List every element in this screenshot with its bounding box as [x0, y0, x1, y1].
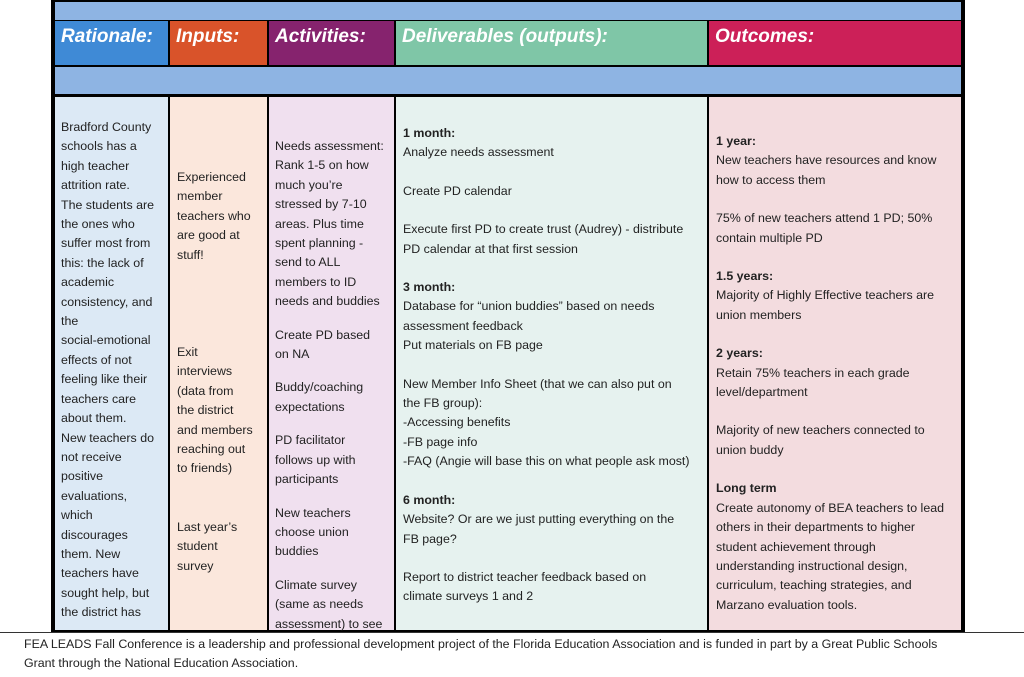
input-line: student: [177, 539, 218, 554]
input-line: member: [177, 189, 223, 204]
deliverable-text: -FAQ (Angie will base this on what people ask most): [403, 454, 690, 469]
rationale-line: effects of not: [61, 352, 132, 367]
rationale-line: consistency, and: [61, 294, 153, 309]
deliverable-text: New Member Info Sheet (that we can also put on: [403, 376, 672, 391]
input-line: teachers who: [177, 208, 251, 223]
activity-pd-facilitator: [275, 431, 394, 489]
outcome-line: student achievement through: [716, 539, 876, 554]
activity-line: areas. Plus time: [275, 216, 364, 231]
header-activities-label: Activities:: [275, 26, 366, 47]
header-inputs: [170, 21, 267, 65]
rationale-line: high teacher: [61, 158, 130, 173]
activity-line: members to ID: [275, 274, 357, 289]
outcome-2-years-title: 2 years:: [716, 346, 763, 361]
outcome-text: Majority of Highly Effective teachers are: [716, 288, 935, 303]
rationale-line: the ones who: [61, 217, 135, 232]
month-6-title: 6 month:: [403, 492, 456, 507]
activity-line: Buddy/coaching: [275, 380, 364, 395]
activity-line: PD facilitator: [275, 433, 346, 448]
outcome-1-year-title: 1 year:: [716, 134, 756, 148]
rationale-line: about them.: [61, 411, 127, 426]
rationale-line: schools has a: [61, 139, 137, 154]
outcome-line: Marzano evaluation tools.: [716, 597, 858, 612]
rationale-line: the district has: [61, 605, 141, 620]
outcome-long-term-title: Long term: [716, 481, 777, 496]
deliverable-text: Database for “union buddies” based on needs: [403, 299, 655, 314]
deliverables-column: [396, 97, 707, 630]
header-inputs-label: Inputs:: [176, 26, 240, 47]
header-rationale-label: Rationale:: [61, 26, 153, 47]
input-line: to friends): [177, 461, 233, 476]
activity-buddy-coaching: [275, 378, 394, 417]
activity-line: expectations: [275, 399, 345, 414]
deliverable-text: Put materials on FB page: [403, 338, 543, 353]
rationale-column: [55, 97, 168, 630]
rationale-line: teachers have: [61, 566, 139, 581]
activity-needs-assessment: [275, 137, 394, 312]
outcome-line: others in their departments to higher: [716, 520, 916, 535]
rationale-line: academic: [61, 275, 115, 290]
deliverable-text: climate surveys 1 and 2: [403, 589, 534, 604]
month-1-title: 1 month:: [403, 126, 456, 140]
activity-choose-buddies: [275, 504, 394, 562]
outcome-line: curriculum, teaching strategies, and: [716, 578, 912, 593]
outcome-text: Majority of new teachers connected to: [716, 423, 925, 438]
inputs-exit-interviews: [177, 343, 267, 479]
rationale-line: them. New: [61, 546, 121, 561]
deliverable-text: -Accessing benefits: [403, 415, 511, 430]
rationale-line: attrition rate.: [61, 178, 130, 193]
rationale-line: The students are: [61, 197, 154, 212]
input-line: survey: [177, 558, 214, 573]
outcome-text: union members: [716, 307, 802, 322]
rationale-line: not receive: [61, 449, 122, 464]
rationale-line: feeling like their: [61, 372, 148, 387]
activity-line: buddies: [275, 544, 319, 559]
activity-line: choose union: [275, 524, 349, 539]
activity-line: (same as needs: [275, 597, 364, 612]
footer-rule: [0, 632, 1024, 633]
footer-line-2: Grant through the National Education Association.: [24, 656, 299, 670]
inputs-experienced: [177, 168, 267, 265]
header-deliverables-label: Deliverables (outputs):: [402, 26, 608, 47]
rationale-line: sought help, but: [61, 585, 150, 600]
activity-line: much you’re: [275, 177, 343, 192]
deliverable-text: -FB page info: [403, 434, 478, 449]
month-3-title: 3 month:: [403, 280, 456, 295]
activity-line: needs and buddies: [275, 294, 380, 309]
deliverable-text: Analyze needs assessment: [403, 145, 554, 160]
outcome-text: contain multiple PD: [716, 230, 823, 245]
inputs-last-year-survey: [177, 518, 267, 576]
rationale-line: discourages: [61, 527, 128, 542]
outcome-1-5-years-title: 1.5 years:: [716, 269, 774, 284]
activity-line: Rank 1-5 on how: [275, 158, 369, 173]
deliverable-text: Website? Or are we just putting everything on the: [403, 512, 675, 527]
header-activities: [269, 21, 394, 65]
header-outcomes-label: Outcomes:: [715, 26, 815, 47]
activity-line: send to ALL: [275, 255, 341, 270]
activity-line: New teachers: [275, 505, 351, 520]
deliverable-text: PD calendar at that first session: [403, 241, 578, 256]
rationale-line: social-emotional: [61, 333, 151, 348]
activity-climate-survey: [275, 576, 394, 634]
outcome-line: Create autonomy of BEA teachers to lead: [716, 500, 944, 515]
activity-line: stressed by 7-10: [275, 197, 367, 212]
rationale-line: evaluations,: [61, 488, 128, 503]
inputs-column: [170, 97, 267, 630]
rationale-line: positive: [61, 469, 104, 484]
input-line: and members: [177, 422, 253, 437]
header-outcomes: [709, 21, 961, 65]
rationale-line: teachers care: [61, 391, 137, 406]
input-line: Exit: [177, 345, 198, 360]
input-line: Experienced: [177, 170, 246, 184]
outcome-text: 75% of new teachers attend 1 PD; 50%: [716, 211, 933, 226]
outcome-text: Retain 75% teachers in each grade: [716, 365, 910, 380]
input-line: interviews: [177, 364, 233, 379]
input-line: stuff!: [177, 247, 204, 262]
rationale-line: this: the lack of: [61, 255, 144, 270]
deliverable-text: Execute first PD to create trust (Audrey) - distribute: [403, 222, 684, 237]
input-line: are good at: [177, 228, 240, 243]
input-line: Last year’s: [177, 519, 238, 534]
activities-column: [269, 97, 394, 630]
second-band: [55, 67, 961, 94]
footer-line-1: FEA LEADS Fall Conference is a leadership and professional development project of the Florida Education Association and is funded in part by a Great Public Schools: [24, 637, 938, 651]
activity-line: Needs assessment:: [275, 139, 384, 153]
header-deliverables: [396, 21, 707, 65]
activity-line: participants: [275, 472, 339, 487]
rationale-line: Bradford County: [61, 120, 152, 134]
deliverable-text: the FB group):: [403, 396, 483, 411]
input-line: (data from: [177, 383, 234, 398]
outcome-long-term-text: [716, 499, 961, 615]
top-band: [55, 2, 961, 20]
activity-line: assessment) to see: [275, 616, 383, 631]
outcome-text: union buddy: [716, 442, 784, 457]
outcome-text: level/department: [716, 385, 808, 400]
rationale-line: suffer most from: [61, 236, 151, 251]
input-line: the district: [177, 403, 234, 418]
deliverable-text: FB page?: [403, 531, 457, 546]
activity-line: follows up with: [275, 452, 356, 467]
activity-create-pd: [275, 326, 394, 365]
outcomes-column: [709, 97, 961, 630]
deliverable-text: Report to district teacher feedback based on: [403, 569, 647, 584]
outcome-text: New teachers have resources and know: [716, 153, 937, 168]
outcome-line: understanding instructional design,: [716, 558, 908, 573]
rationale-line: which: [61, 508, 93, 523]
activity-line: on NA: [275, 347, 310, 362]
activity-line: Climate survey: [275, 577, 357, 592]
header-rationale: [55, 21, 168, 65]
outcome-text: how to access them: [716, 172, 826, 187]
footer-note: [24, 635, 1014, 673]
rationale-line: the: [61, 314, 79, 329]
deliverable-text: assessment feedback: [403, 318, 523, 333]
input-line: reaching out: [177, 442, 246, 457]
deliverable-text: Create PD calendar: [403, 183, 512, 198]
rationale-line: New teachers do: [61, 430, 154, 445]
activity-line: spent planning -: [275, 236, 364, 251]
activity-line: Create PD based: [275, 327, 371, 342]
